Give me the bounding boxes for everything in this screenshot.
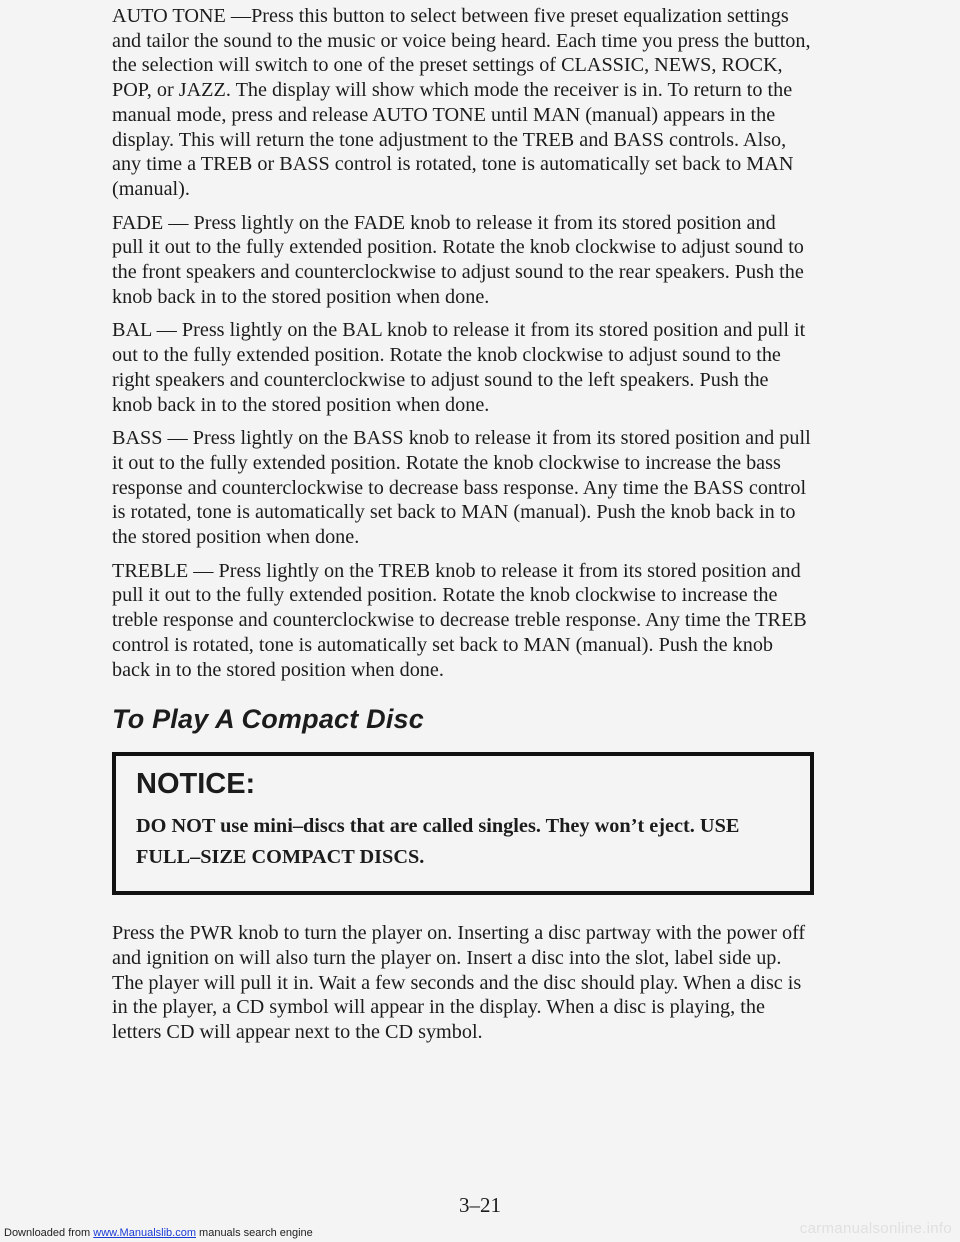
download-footer (4, 1227, 313, 1239)
page-number: 3–21 (459, 1193, 501, 1217)
bal-paragraph: BAL — Press lightly on the BAL knob to release it from its stored position and pull it out to the fully extended position. Rotate the knob clockwise to adjust sound to the right speakers and counterclockwise to adjust sound to the left speakers. Push the knob back in to the stored position when done. (112, 319, 806, 416)
play-cd-paragraph: Press the PWR knob to turn the player on. Inserting a disc partway with the power off and ignition on will also turn the player on. Insert a disc into the slot, label side up. The player will pull it in. Wait a few seconds and the disc should play. When a disc is in the player, a CD symbol will appear in the display. When a disc is playing, the letters CD will appear next to the CD symbol. (112, 922, 806, 1044)
notice-box (112, 752, 814, 895)
notice-title: NOTICE: (136, 768, 256, 801)
watermark-text: carmanualsonline.info (799, 1220, 952, 1237)
fade-paragraph: FADE — Press lightly on the FADE knob to release it from its stored position and pull it out to the fully extended position. Rotate the knob clockwise to adjust sound to the front speakers and counterclockwise to adjust sound to the rear speakers. Push the knob back in to the stored position when done. (112, 211, 804, 308)
footer-prefix: Downloaded from (4, 1227, 94, 1239)
manualslib-link[interactable]: www.Manualslib.com (93, 1227, 196, 1239)
notice-text: DO NOT use mini–discs that are called singles. They won’t eject. USE FULL–SIZE COMPACT DISCS. (136, 815, 740, 869)
page-content (112, 4, 812, 1054)
footer-suffix: manuals search engine (195, 1227, 313, 1239)
auto-tone-paragraph: AUTO TONE —Press this button to select between five preset equalization settings and tailor the sound to the music or voice being heard. Each time you press the button, the selection will switch to one of the preset settings of CLASSIC, NEWS, ROCK, POP, or JAZZ. The display will show which mode the receiver is in. To return to the manual mode, press and release AUTO TONE until MAN (manual) appears in the display. This will return the tone adjustment to the TREB and BASS controls. Also, any time a TREB or BASS control is rotated, tone is automatically set back to MAN (manual). (112, 5, 811, 200)
bass-paragraph: BASS — Press lightly on the BASS knob to release it from its stored position and pull it out to the fully extended position. Rotate the knob clockwise to increase the bass response and counterclockwise to decrease bass response. Any time the BASS control is rotated, tone is automatically set back to MAN (manual). Push the knob back in to the stored position when done. (112, 427, 811, 549)
section-heading: To Play A Compact Disc (112, 704, 424, 735)
treble-paragraph: TREBLE — Press lightly on the TREB knob to release it from its stored position and pull it out to the fully extended position. Rotate the knob clockwise to increase the treble response and counterclockwise to decrease treble response. Any time the TREB control is rotated, tone is automatically set back to MAN (manual). Push the knob back in to the stored position when done. (112, 559, 807, 681)
